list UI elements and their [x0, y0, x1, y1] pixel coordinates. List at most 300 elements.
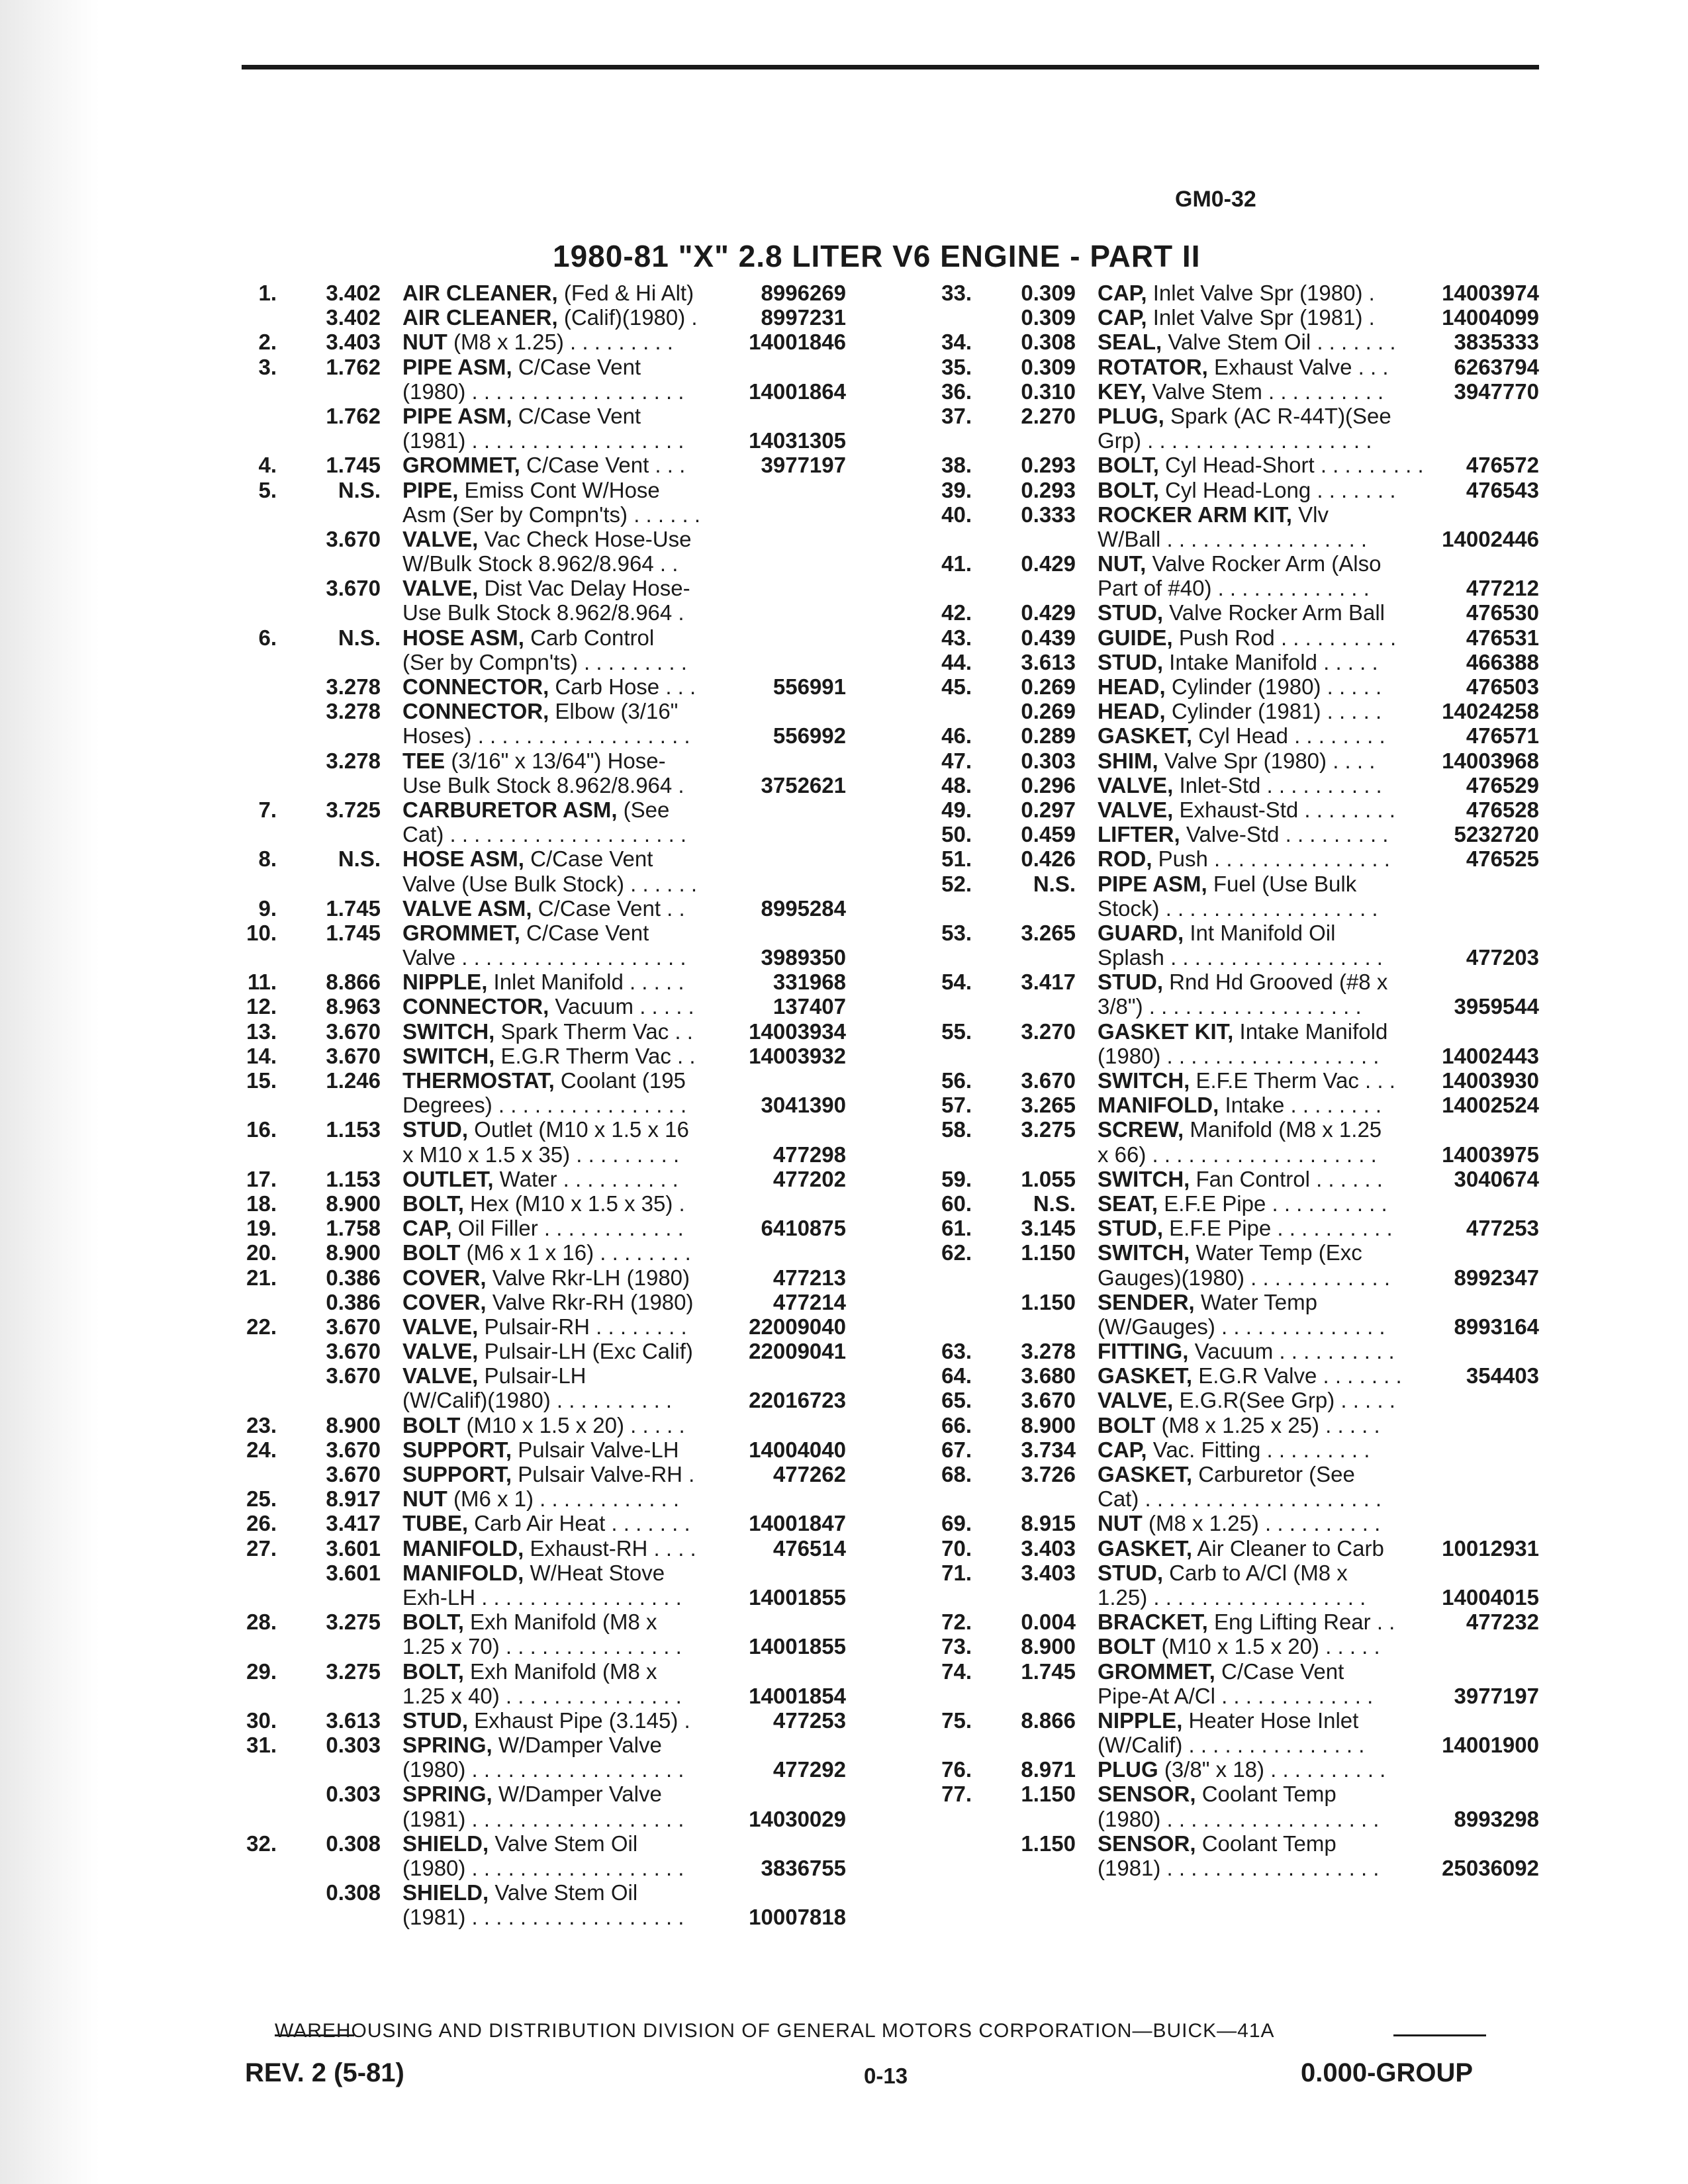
item-number: 30.: [246, 1707, 277, 1733]
part-description: [402, 551, 820, 576]
part-entry: [914, 674, 1539, 699]
part-description: [402, 600, 820, 625]
group-number: 0.293: [1021, 477, 1076, 502]
group-number: 8.915: [1021, 1511, 1076, 1536]
part-description: [402, 1363, 820, 1388]
part-entry-line: [218, 404, 846, 428]
part-entry-line: [914, 970, 1539, 994]
part-name: HOSE ASM,: [402, 625, 524, 650]
part-number: 14001855: [746, 1585, 846, 1610]
item-number: 13.: [246, 1019, 277, 1044]
item-number: 46.: [941, 723, 972, 749]
item-number: 36.: [941, 379, 972, 404]
part-detail: Carb Air Heat . . . . . . .: [468, 1511, 690, 1536]
part-name: SWITCH,: [402, 1019, 495, 1044]
part-name: SHIELD,: [402, 1880, 489, 1905]
part-number: 14031305: [746, 428, 846, 453]
part-entry-line: [914, 1093, 1539, 1117]
group-number: 8.900: [326, 1412, 381, 1437]
part-name: BOLT: [1098, 1634, 1156, 1659]
part-description: [402, 674, 820, 699]
part-detail: W/Ball . . . . . . . . . . . . . . . . .: [1098, 526, 1368, 551]
part-detail: Cat) . . . . . . . . . . . . . . . . . . . .: [402, 822, 687, 847]
group-number: 0.386: [326, 1289, 381, 1314]
part-detail: Cat) . . . . . . . . . . . . . . . . . . . .: [1098, 1486, 1382, 1512]
part-detail: Grp) . . . . . . . . . . . . . . . . . . .: [1098, 428, 1372, 453]
group-number: 1.745: [326, 453, 381, 478]
part-detail: Valve Stem . . . . . . . . . .: [1146, 379, 1384, 404]
part-entry: [218, 921, 846, 970]
part-entry-line: [914, 355, 1539, 379]
part-number: 476531: [1464, 625, 1539, 650]
group-number: 8.866: [326, 970, 381, 995]
part-name: SEAT,: [1098, 1191, 1158, 1216]
item-number: 58.: [941, 1117, 972, 1142]
part-description: [402, 1536, 820, 1561]
part-entry: [218, 1659, 846, 1708]
part-description: [402, 921, 820, 945]
part-entry-line: [914, 1782, 1539, 1806]
part-entry: [218, 846, 846, 895]
item-number: 68.: [941, 1462, 972, 1486]
part-detail: (1981) . . . . . . . . . . . . . . . . . .: [1098, 1856, 1380, 1880]
group-number: 8.917: [326, 1486, 381, 1512]
part-description: [1098, 1290, 1531, 1314]
part-entry: [914, 1240, 1539, 1289]
part-description: [1098, 872, 1531, 896]
part-description: [1098, 896, 1531, 921]
part-number: 466388: [1464, 650, 1539, 674]
part-number: 8996269: [759, 281, 846, 305]
part-number: 14003968: [1439, 749, 1539, 773]
part-entry-line: [218, 1437, 846, 1462]
part-number: 477212: [1464, 576, 1539, 600]
part-detail: Int Manifold Oil: [1184, 920, 1336, 945]
part-entry-line: [914, 478, 1539, 502]
part-name: CAP,: [1098, 281, 1147, 305]
part-detail: W/Heat Stove: [524, 1560, 665, 1585]
group-number: 3.278: [1021, 1339, 1076, 1364]
part-detail: Coolant Temp: [1196, 1831, 1336, 1856]
item-number: 1.: [258, 281, 277, 305]
part-detail: Manifold (M8 x 1.25: [1184, 1117, 1382, 1142]
part-entry: [914, 1782, 1539, 1831]
part-name: COVER,: [402, 1265, 487, 1290]
part-entry-line: [914, 749, 1539, 773]
part-entry-line: [914, 650, 1539, 674]
part-entry: [218, 355, 846, 404]
part-description: [402, 1167, 820, 1191]
part-entry: [218, 1265, 846, 1290]
part-detail: Vac Check Hose-Use: [478, 526, 692, 551]
part-name: SWITCH,: [1098, 1166, 1190, 1191]
part-entry: [914, 1634, 1539, 1659]
item-number: 57.: [941, 1093, 972, 1118]
part-entry: [914, 749, 1539, 773]
part-description: [1098, 1511, 1531, 1535]
part-detail: Cyl Head-Long . . . . . . .: [1158, 477, 1396, 502]
part-name: SWITCH,: [1098, 1240, 1190, 1265]
part-number: 331968: [771, 970, 846, 994]
part-description: [1098, 428, 1531, 453]
part-entry-line: [218, 330, 846, 354]
part-entry-line: [218, 1044, 846, 1068]
part-entry-line: [218, 674, 846, 699]
part-number: 10007818: [746, 1905, 846, 1929]
part-number: 477253: [1464, 1216, 1539, 1240]
part-detail: (M10 x 1.5 x 20) . . . . .: [1155, 1634, 1380, 1659]
part-detail: Carb Hose . . .: [549, 674, 696, 699]
part-entry: [218, 1486, 846, 1511]
group-number: 3.601: [326, 1560, 381, 1585]
part-entry-line: [914, 1019, 1539, 1044]
part-number: 556992: [771, 723, 846, 748]
part-entry-line: [914, 1561, 1539, 1585]
part-number: 22016723: [746, 1388, 846, 1412]
part-detail: Vacuum . . . . . . . . . .: [1188, 1339, 1395, 1364]
item-number: 71.: [941, 1560, 972, 1585]
part-name: SENDER,: [1098, 1289, 1195, 1314]
part-number: 3977197: [759, 453, 846, 477]
part-name: SHIELD,: [402, 1831, 489, 1856]
part-detail: Fuel (Use Bulk: [1207, 871, 1357, 896]
group-number: 8.900: [1021, 1412, 1076, 1437]
part-name: BOLT,: [402, 1610, 464, 1635]
part-entry-line: [914, 1757, 1539, 1782]
part-detail: 1.25) . . . . . . . . . . . . . . . . . .: [1098, 1584, 1366, 1610]
part-number: 556991: [771, 674, 846, 699]
item-number: 49.: [941, 797, 972, 822]
part-entry-line: [914, 1314, 1539, 1339]
group-number: 0.308: [326, 1831, 381, 1856]
part-entry-line: [218, 1782, 846, 1806]
item-number: 27.: [246, 1535, 277, 1561]
part-entry: [218, 281, 846, 305]
part-name: VALVE,: [402, 576, 479, 601]
part-number: 477292: [771, 1757, 846, 1782]
part-description: [1098, 551, 1531, 576]
part-entry-line: [914, 1610, 1539, 1634]
part-name: BOLT,: [1098, 453, 1159, 478]
part-number: 14001900: [1439, 1733, 1539, 1757]
part-entry: [218, 478, 846, 527]
part-entry-line: [218, 1142, 846, 1167]
part-detail: Valve (Use Bulk Stock) . . . . . .: [402, 871, 698, 896]
part-entry-line: [218, 945, 846, 970]
part-detail: Splash . . . . . . . . . . . . . . . . . .: [1098, 945, 1383, 970]
group-number: 3.278: [326, 699, 381, 724]
part-detail: (1980) . . . . . . . . . . . . . . . . . .: [402, 1757, 684, 1782]
item-number: 22.: [246, 1314, 277, 1339]
part-detail: W/Bulk Stock 8.962/8.964 . .: [402, 551, 679, 576]
group-number: 3.145: [1021, 1216, 1076, 1241]
part-description: [1098, 921, 1531, 945]
part-entry: [218, 749, 846, 797]
part-entry-line: [914, 1191, 1539, 1216]
group-number: 3.670: [326, 1339, 381, 1364]
part-detail: x M10 x 1.5 x 35) . . . . . . . . .: [402, 1142, 680, 1167]
part-detail: Valve Rkr-LH (1980): [486, 1265, 690, 1290]
part-detail: (Calif)(1980) .: [557, 305, 698, 330]
part-description: [402, 625, 820, 650]
part-number: 14001855: [746, 1634, 846, 1659]
group-number: 3.275: [326, 1659, 381, 1684]
part-name: STUD,: [402, 1707, 468, 1733]
part-name: SWITCH,: [1098, 1068, 1190, 1093]
part-detail: E.F.E Pipe . . . . . . . . . .: [1163, 1216, 1393, 1241]
part-entry-line: [218, 527, 846, 551]
part-number: 476514: [771, 1536, 846, 1561]
part-description: [402, 1240, 820, 1265]
group-number: 3.403: [326, 330, 381, 355]
part-entry: [914, 1437, 1539, 1462]
part-entry-line: [914, 1167, 1539, 1191]
item-number: 26.: [246, 1511, 277, 1536]
part-name: BOLT: [402, 1412, 461, 1437]
group-number: 3.402: [326, 281, 381, 305]
part-detail: (1981) . . . . . . . . . . . . . . . . . .: [402, 428, 684, 453]
part-entry-line: [218, 797, 846, 822]
group-number: 0.310: [1021, 379, 1076, 404]
part-detail: Rnd Hd Grooved (#8 x: [1163, 970, 1388, 995]
part-entry-line: [914, 1388, 1539, 1412]
part-name: AIR CLEANER,: [402, 281, 558, 305]
part-detail: (1980) . . . . . . . . . . . . . . . . . .: [402, 1856, 684, 1880]
part-description: [402, 1659, 820, 1684]
part-entry: [914, 281, 1539, 305]
part-detail: W/Damper Valve: [492, 1733, 662, 1758]
part-description: [402, 822, 820, 846]
part-name: SEAL,: [1098, 330, 1162, 355]
part-entry-line: [914, 1068, 1539, 1093]
part-entry-line: [914, 1142, 1539, 1167]
group-number: 3.680: [1021, 1363, 1076, 1388]
part-entry-line: [218, 453, 846, 477]
part-entry-line: [914, 428, 1539, 453]
part-entry: [914, 355, 1539, 379]
part-number: 476503: [1464, 674, 1539, 699]
item-number: 21.: [246, 1265, 277, 1290]
part-entry: [914, 846, 1539, 871]
part-description: [1098, 1708, 1531, 1733]
part-name: FITTING,: [1098, 1339, 1189, 1364]
part-description: [402, 1462, 820, 1486]
part-number: 14004015: [1439, 1585, 1539, 1610]
part-entry-line: [218, 896, 846, 921]
part-number: 14001847: [746, 1511, 846, 1535]
group-number: 3.670: [326, 1019, 381, 1044]
part-entry-line: [914, 872, 1539, 896]
part-name: CONNECTOR,: [402, 674, 549, 699]
part-detail: Carburetor (See: [1192, 1462, 1355, 1486]
part-entry: [914, 625, 1539, 650]
group-number: 8.900: [1021, 1634, 1076, 1659]
part-name: BOLT,: [402, 1659, 464, 1684]
part-entry-line: [914, 1437, 1539, 1462]
part-name: KEY,: [1098, 379, 1147, 404]
item-number: 4.: [258, 453, 277, 478]
group-number: 0.309: [1021, 305, 1076, 330]
part-name: PLUG,: [1098, 403, 1164, 428]
part-detail: Vac. Fitting . . . . . . . . .: [1147, 1437, 1370, 1462]
part-detail: C/Case Vent: [512, 354, 641, 379]
part-entry: [914, 453, 1539, 477]
item-number: 28.: [246, 1610, 277, 1635]
group-number: 3.601: [326, 1535, 381, 1561]
group-number: 3.265: [1021, 1093, 1076, 1118]
part-detail: Carb to A/Cl (M8 x: [1163, 1560, 1348, 1585]
part-number: 3959544: [1452, 994, 1539, 1019]
part-detail: (1981) . . . . . . . . . . . . . . . . . .: [402, 1806, 684, 1831]
part-entry-line: [218, 1413, 846, 1437]
group-number: 0.269: [1021, 699, 1076, 724]
item-number: 2.: [258, 330, 277, 355]
item-number: 14.: [246, 1043, 277, 1068]
part-detail: Pulsair Valve-RH .: [512, 1462, 695, 1486]
part-number: 14001864: [746, 379, 846, 404]
part-detail: Intake Manifold . . . . .: [1163, 649, 1378, 674]
part-detail: (M8 x 1.25) . . . . . . . . .: [447, 330, 673, 355]
part-detail: (3/16" x 13/64") Hose-: [445, 748, 666, 773]
part-entry-line: [218, 1216, 846, 1240]
part-detail: W/Damper Valve: [492, 1782, 662, 1807]
part-entry-line: [218, 576, 846, 600]
part-description: [1098, 1659, 1531, 1684]
part-detail: C/Case Vent: [520, 920, 649, 945]
part-name: SHIM,: [1098, 748, 1158, 773]
part-entry-line: [218, 600, 846, 625]
part-number: 477298: [771, 1142, 846, 1167]
part-detail: (1981) . . . . . . . . . . . . . . . . . .: [402, 1905, 684, 1930]
item-number: 74.: [941, 1659, 972, 1684]
part-entry-line: [914, 527, 1539, 551]
part-number: 3752621: [759, 773, 846, 797]
part-entry-line: [914, 1585, 1539, 1610]
part-entry-line: [914, 945, 1539, 970]
part-entry: [914, 1216, 1539, 1240]
part-entry-line: [218, 1585, 846, 1610]
part-name: SENSOR,: [1098, 1782, 1196, 1807]
part-entry-line: [914, 1807, 1539, 1831]
part-name: CAP,: [1098, 305, 1147, 330]
group-number: 3.265: [1021, 920, 1076, 945]
part-entry-line: [218, 305, 846, 330]
part-detail: (3/8" x 18) . . . . . . . . . .: [1158, 1757, 1386, 1782]
group-number: 0.439: [1021, 625, 1076, 650]
part-number: 14003974: [1439, 281, 1539, 305]
group-number: 1.246: [326, 1068, 381, 1093]
item-number: 43.: [941, 625, 972, 650]
part-number: 14002443: [1439, 1044, 1539, 1068]
part-entry-line: [914, 1462, 1539, 1486]
part-entry-line: [218, 1880, 846, 1905]
part-name: PIPE ASM,: [402, 354, 512, 379]
part-entry-line: [218, 1486, 846, 1511]
part-description: [402, 1191, 820, 1216]
item-number: 47.: [941, 748, 972, 773]
item-number: 41.: [941, 551, 972, 576]
part-number: 8997231: [759, 305, 846, 330]
part-entry-line: [218, 1634, 846, 1659]
item-number: 56.: [941, 1068, 972, 1093]
group-number: 8.900: [326, 1240, 381, 1265]
group-number: 1.745: [1021, 1659, 1076, 1684]
part-description: [402, 846, 820, 871]
part-entry: [914, 1462, 1539, 1511]
part-number: 476528: [1464, 797, 1539, 822]
item-number: 77.: [941, 1782, 972, 1807]
part-detail: Push . . . . . . . . . . . . . . .: [1152, 846, 1390, 872]
part-description: [402, 453, 820, 477]
part-entry-line: [914, 1486, 1539, 1511]
part-detail: Cyl Head . . . . . . . .: [1192, 723, 1385, 749]
part-entry-line: [218, 1757, 846, 1782]
part-description: [402, 723, 820, 748]
group-number: 3.670: [1021, 1388, 1076, 1413]
part-entry: [914, 379, 1539, 404]
part-number: 3989350: [759, 945, 846, 970]
part-entry-line: [218, 1511, 846, 1535]
part-entry-line: [914, 1216, 1539, 1240]
part-number: 3947770: [1452, 379, 1539, 404]
item-number: 25.: [246, 1486, 277, 1512]
item-number: 44.: [941, 649, 972, 674]
part-detail: Dist Vac Delay Hose-: [478, 576, 690, 601]
part-detail: C/Case Vent . . .: [520, 453, 686, 478]
part-description: [402, 1068, 820, 1093]
part-number: 8995284: [759, 896, 846, 921]
item-number: 76.: [941, 1757, 972, 1782]
part-detail: 3/8") . . . . . . . . . . . . . . . . . .: [1098, 994, 1362, 1019]
part-detail: Cylinder (1980) . . . . .: [1165, 674, 1382, 699]
item-number: 50.: [941, 822, 972, 847]
part-name: NUT: [402, 330, 447, 355]
part-name: BOLT,: [1098, 477, 1159, 502]
part-detail: Valve Stem Oil: [489, 1831, 638, 1856]
group-number: 2.270: [1021, 403, 1076, 428]
part-entry-line: [218, 379, 846, 404]
part-entry: [914, 1708, 1539, 1757]
part-description: [402, 1290, 820, 1314]
part-entry-line: [218, 994, 846, 1019]
part-number: 14002446: [1439, 527, 1539, 551]
part-description: [402, 478, 820, 502]
part-entry-line: [218, 1117, 846, 1142]
group-number: 1.153: [326, 1166, 381, 1191]
part-entry-line: [218, 1856, 846, 1880]
parts-list-right-column: [914, 281, 1539, 1880]
group-number: 3.670: [326, 1437, 381, 1462]
part-detail: E.F.E Pipe . . . . . . . . . .: [1158, 1191, 1387, 1216]
group-number: 0.293: [1021, 453, 1076, 478]
part-detail: E.G.R Valve . . . . . . .: [1192, 1363, 1402, 1388]
part-entry: [218, 994, 846, 1019]
part-detail: Spark Therm Vac . .: [494, 1019, 693, 1044]
group-number: 0.303: [1021, 748, 1076, 773]
part-name: HEAD,: [1098, 674, 1166, 699]
part-entry: [914, 502, 1539, 551]
part-entry-line: [218, 822, 846, 846]
group-number: N.S.: [338, 625, 381, 650]
part-detail: Hoses) . . . . . . . . . . . . . . . . . .: [402, 723, 690, 749]
part-entry-line: [914, 699, 1539, 723]
part-detail: Eng Lifting Rear . .: [1207, 1610, 1395, 1635]
part-entry: [914, 1068, 1539, 1093]
part-detail: Carb Control: [524, 625, 655, 650]
group-number: 8.971: [1021, 1757, 1076, 1782]
part-entry-line: [914, 1634, 1539, 1659]
item-number: 6.: [258, 625, 277, 650]
